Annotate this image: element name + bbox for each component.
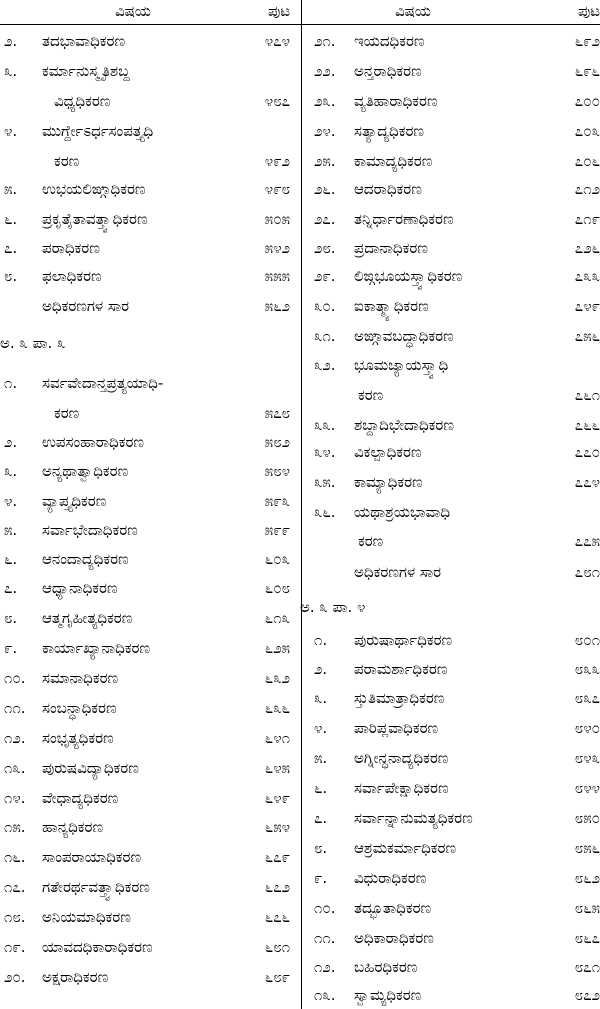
- toc-row: [300, 498, 600, 526]
- toc-page-number: ೬೭೬: [264, 908, 290, 926]
- toc-title: ಸರ್ವಾಭೇದಾಧಿಕರಣ: [42, 521, 138, 539]
- toc-page-number: ೬೪೯: [264, 789, 290, 807]
- toc-row: [300, 292, 600, 320]
- toc-page-number: ೭೩೩: [574, 267, 600, 285]
- toc-page-number: ೬೧೩: [264, 609, 290, 627]
- toc-title: ಕಾಮಾದ್ಯಧಿಕರಣ: [354, 152, 433, 170]
- toc-row: [300, 262, 600, 290]
- toc-page-number: ೮೭೨: [574, 986, 600, 1004]
- toc-title: ಆಶ್ರಮಕರ್ಮಾಧಿಕರಣ: [354, 839, 457, 857]
- toc-title: ಬಹಿರಧಿಕರಣ: [354, 958, 418, 976]
- toc-number: ೧೪.: [4, 789, 26, 807]
- toc-number: ೬.: [314, 779, 328, 797]
- toc-row: [0, 87, 300, 115]
- toc-row: [0, 903, 300, 931]
- toc-title: ಅನ್ತರಾಧಿಕರಣ: [354, 62, 422, 80]
- toc-number: ೩.: [314, 689, 328, 707]
- toc-title: ಉಪಸಂಹಾರಾಧಿಕರಣ: [42, 433, 145, 451]
- toc-title: ಭೂಮಜ್ಯಾಯಸ್ತ್ವಾಧಿ: [354, 356, 449, 374]
- toc-title: ಐಕಾತ್ಮ್ಯಾಧಿಕರಣ: [354, 297, 429, 315]
- toc-number: ೩.: [4, 462, 18, 480]
- toc-page-number: ೭೦೦: [574, 92, 600, 110]
- toc-number: ೨೨.: [314, 62, 336, 80]
- toc-number: ೧.: [314, 631, 328, 649]
- toc-row: [0, 234, 300, 262]
- toc-page-number: ೭೬೧: [574, 386, 600, 404]
- toc-row: [300, 117, 600, 145]
- toc-title: ಅಧಿಕರಣಗಳ ಸಾರ: [354, 563, 442, 581]
- toc-page-number: ೭೭೪: [574, 473, 600, 491]
- toc-number: ೬.: [4, 210, 18, 228]
- toc-number: ೪.: [4, 122, 18, 140]
- toc-title: ಉಭಯಲಿಙ್ಗಾಧಿಕರಣ: [42, 180, 146, 198]
- toc-title: ಕಾಮ್ಯಾಧಿಕರಣ: [354, 473, 423, 491]
- toc-title: ಅಗ್ನೀನ್ಧನಾದ್ಯಧಿಕರಣ: [354, 749, 449, 767]
- toc-number: ೧೭.: [4, 878, 26, 896]
- toc-page-number: ೬೦೩: [264, 550, 290, 568]
- toc-page-number: ೮೫೦: [574, 809, 600, 827]
- toc-number: ೮.: [4, 609, 18, 627]
- toc-page-number: ೫೮೨: [264, 433, 290, 451]
- toc-number: ೩೦.: [314, 297, 336, 315]
- toc-number: ೭.: [4, 239, 18, 257]
- toc-title: ವಿಕಲ್ಪಾಧಿಕರಣ: [354, 443, 422, 461]
- toc-page-number: ೪೭೪: [264, 32, 290, 50]
- toc-number: ೭.: [314, 809, 328, 827]
- toc-number: ೩೬.: [314, 503, 336, 521]
- toc-title: ಫಲಾಧಿಕರಣ: [42, 267, 102, 285]
- toc-number: ೮.: [4, 267, 18, 285]
- toc-row: [0, 813, 300, 841]
- toc-row: [0, 27, 300, 55]
- toc-title: ತನ್ನಿರ್ಧಾರಣಾಧಿಕರಣ: [354, 210, 454, 228]
- toc-page-number: ೬೮೧: [264, 938, 290, 956]
- toc-row: [0, 754, 300, 782]
- toc-title: ಅಧಿಕರಣಗಳ ಸಾರ: [42, 297, 130, 315]
- toc-row: [0, 457, 300, 485]
- left-summary-row: [0, 292, 300, 320]
- toc-number: ೨೯.: [314, 267, 336, 285]
- right-header-subject: ವಿಷಯ: [395, 2, 431, 20]
- toc-page-number: ೮೪೦: [574, 719, 600, 737]
- toc-page-number: ೮೦೧: [574, 631, 600, 649]
- toc-page-number: ೭೧೯: [574, 210, 600, 228]
- toc-title: ಕರಣ: [358, 386, 384, 404]
- toc-row: [0, 399, 300, 427]
- toc-page-number: ೭೨೬: [574, 239, 600, 257]
- toc-row: [300, 834, 600, 862]
- toc-number: ೧೨.: [314, 958, 336, 976]
- toc-number: ೨೧.: [314, 32, 336, 50]
- right-header-page: ಪುಟ: [577, 2, 600, 20]
- toc-title: ಶಬ್ದಾದಿಭೇದಾಧಿಕರಣ: [354, 416, 454, 434]
- toc-number: ೫.: [314, 749, 328, 767]
- toc-page-number: ೭೫೬: [574, 327, 600, 345]
- toc-row: [0, 574, 300, 602]
- toc-page-number: ೬೩೨: [264, 669, 290, 687]
- toc-row: [300, 744, 600, 772]
- toc-row: [0, 694, 300, 722]
- toc-page-number: ೪೯೨: [264, 152, 290, 170]
- toc-row: [300, 411, 600, 439]
- toc-number: ೧೩.: [4, 759, 26, 777]
- toc-page-number: ೮೬೨: [574, 869, 600, 887]
- toc-number: ೧೧.: [314, 929, 336, 947]
- toc-title: ಕರ್ಮಾನುಸ್ಮೃತಿಶಬ್ದ: [42, 62, 130, 80]
- toc-row: [300, 714, 600, 742]
- toc-title: ಅನ್ಯಥಾತ್ವಾಧಿಕರಣ: [42, 462, 129, 480]
- toc-page-number: ೮೪೩: [574, 749, 600, 767]
- toc-number: ೨.: [4, 433, 18, 451]
- toc-title: ಪರಾಧಿಕರಣ: [42, 239, 100, 257]
- right-section-heading: ಅ. ೩ ಪಾ. ೪: [300, 598, 366, 616]
- toc-row: [0, 873, 300, 901]
- toc-number: ೩೧.: [314, 327, 336, 345]
- toc-number: ೧೬.: [4, 848, 26, 866]
- toc-row: [0, 487, 300, 515]
- toc-title: ಸಂಭೃತ್ಯಧಿಕರಣ: [42, 729, 114, 747]
- toc-title: ಸರ್ವವೇದಾನ್ತಪ್ರತ್ಯಯಾಧಿ-: [42, 374, 164, 392]
- toc-row: [0, 933, 300, 961]
- toc-row: [300, 655, 600, 683]
- toc-row: [0, 369, 300, 397]
- toc-page-number: ೬೨೫: [264, 639, 290, 657]
- toc-title: ಆಧ್ಯಾನಾಧಿಕರಣ: [42, 579, 118, 597]
- toc-number: ೪.: [314, 719, 328, 737]
- toc-page-number: ೮೬೫: [574, 899, 600, 917]
- toc-title: ತದ್ಭೂತಾಧಿಕರಣ: [354, 899, 432, 917]
- toc-number: ೩೨.: [314, 356, 336, 374]
- toc-row: [300, 438, 600, 466]
- toc-row: [300, 684, 600, 712]
- toc-page-number: ೮೪೪: [574, 779, 600, 797]
- toc-title: ತದಭಾವಾಧಿಕರಣ: [42, 32, 126, 50]
- toc-title: ಅಙ್ಗಾವಬದ್ಧಾಧಿಕರಣ: [354, 327, 454, 345]
- toc-row: [0, 843, 300, 871]
- toc-title: ಸರ್ವಾಪೇಕ್ಷಾಧಿಕರಣ: [354, 779, 449, 797]
- toc-title: ಅಕ್ಷರಾಧಿಕರಣ: [42, 968, 109, 986]
- toc-row: [0, 428, 300, 456]
- toc-row: [0, 205, 300, 233]
- toc-page-number: ೫೦೫: [264, 210, 290, 228]
- toc-row: [300, 57, 600, 85]
- toc-title: ಯಾವದಧಿಕಾರಾಧಿಕರಣ: [42, 938, 153, 956]
- toc-page-number: ೬೪೧: [264, 729, 290, 747]
- toc-row: [300, 351, 600, 379]
- toc-number: ೬.: [4, 550, 18, 568]
- toc-page-number: ೬೮೯: [264, 968, 290, 986]
- toc-title: ಆನಂದಾದ್ಯಧಿಕರಣ: [42, 550, 129, 568]
- left-section-heading: ಅ. ೩ ಪಾ. ೩: [0, 334, 66, 352]
- toc-row: [0, 262, 300, 290]
- toc-number: ೮.: [314, 839, 328, 857]
- toc-page-number: ೭೭೦: [574, 443, 600, 461]
- toc-number: ೧೦.: [4, 669, 26, 687]
- toc-number: ೧೮.: [4, 908, 26, 926]
- toc-row: [300, 774, 600, 802]
- toc-title: ಕರಣ: [358, 532, 384, 550]
- toc-row: [0, 147, 300, 175]
- right-summary-row: [300, 558, 600, 586]
- toc-page-number: ೬೯೬: [574, 62, 600, 80]
- toc-title: ವ್ಯತಿಹಾರಾಧಿಕರಣ: [354, 92, 438, 110]
- toc-row: [0, 664, 300, 692]
- toc-title: ಸ್ತುತಿಮಾತ್ರಾಧಿಕರಣ: [354, 689, 445, 707]
- toc-title: ಸತ್ಯಾದ್ಯಧಿಕರಣ: [354, 122, 425, 140]
- toc-title: ಪ್ರಕೃತೈತಾವತ್ತ್ವಾಧಿಕರಣ: [42, 210, 148, 228]
- toc-title: ಆತ್ಮಗೃಹೀತ್ಯಧಿಕರಣ: [42, 609, 133, 627]
- toc-row: [300, 27, 600, 55]
- toc-page-number: ೮೩೩: [574, 660, 600, 678]
- toc-page-number: ೬೭೨: [264, 878, 290, 896]
- toc-title: ವಿಧುರಾಧಿಕರಣ: [354, 869, 427, 887]
- toc-row: [300, 147, 600, 175]
- toc-number: ೯.: [4, 639, 18, 657]
- toc-page-number: ೭೪೯: [574, 297, 600, 315]
- toc-title: ವೇಧಾದ್ಯಧಿಕರಣ: [42, 789, 119, 807]
- toc-row: [0, 545, 300, 573]
- toc-title: ಇಯದಧಿಕರಣ: [354, 32, 425, 50]
- toc-page-number: ೫೯೯: [264, 521, 290, 539]
- toc-page-number: ೫೯೩: [264, 492, 290, 510]
- toc-row: [0, 117, 300, 145]
- toc-page-number: ೫೫೫: [264, 267, 290, 285]
- toc-page-number: ೪೮೭: [264, 92, 290, 110]
- left-header-page: ಪುಟ: [267, 2, 290, 20]
- toc-row: [0, 724, 300, 752]
- toc-page-number: ೪೯೮: [264, 180, 290, 198]
- toc-title: ಕರಣ: [54, 404, 80, 422]
- toc-title: ಕಾರ್ಯಾಖ್ಯಾನಾಧಿಕರಣ: [42, 639, 151, 657]
- toc-number: ೧೩.: [314, 986, 336, 1004]
- right-column: [300, 0, 600, 1009]
- toc-row: [300, 894, 600, 922]
- toc-title: ಪರಾಮರ್ಶಾಧಿಕರಣ: [354, 660, 448, 678]
- left-header: [0, 0, 300, 25]
- toc-number: ೫.: [4, 521, 18, 539]
- toc-number: ೨೭.: [314, 210, 336, 228]
- toc-title: ಆದರಾಧಿಕರಣ: [354, 180, 422, 198]
- toc-row: [0, 57, 300, 85]
- toc-row: [300, 322, 600, 350]
- toc-row: [300, 864, 600, 892]
- toc-number: ೨೪.: [314, 122, 336, 140]
- toc-page-number: ೭೮೧: [574, 563, 600, 581]
- toc-number: ೨೫.: [314, 152, 336, 170]
- toc-number: ೫.: [4, 180, 18, 198]
- toc-title: ಮುರ್ಗ್ದೇಽರ್ಧಸಂಪತ್ತ್ಯಧಿ: [42, 122, 154, 140]
- toc-page-number: ೭೭೫: [574, 532, 600, 550]
- toc-title: ಗತೇರರ್ಥವತ್ತ್ವಾಧಿಕರಣ: [42, 878, 150, 896]
- toc-number: ೩.: [4, 62, 18, 80]
- toc-title: ಪಾರಿಪ್ಲವಾಧಿಕರಣ: [354, 719, 439, 737]
- toc-title: ಯಥಾಶ್ರಯಭಾವಾಧಿ: [354, 503, 451, 521]
- toc-page-number: ೫೪೨: [264, 239, 290, 257]
- toc-page-number: ೬೩೬: [264, 699, 290, 717]
- toc-title: ಪ್ರದಾನಾಧಿಕರಣ: [354, 239, 428, 257]
- toc-row: [300, 924, 600, 952]
- toc-title: ಸ್ವಾಮ್ಯಧಿಕರಣ: [354, 986, 422, 1004]
- toc-number: ೩೪.: [314, 443, 336, 461]
- toc-title: ಹಾನ್ಯಧಿಕರಣ: [42, 818, 104, 836]
- toc-number: ೧೯.: [4, 938, 26, 956]
- left-header-subject: ವಿಷಯ: [115, 2, 151, 20]
- toc-number: ೨೬.: [314, 180, 336, 198]
- toc-page-number: ೮೬೭: [574, 929, 600, 947]
- toc-title: ಸಮಾನಾಧಿಕರಣ: [42, 669, 119, 687]
- toc-row: [300, 87, 600, 115]
- toc-page-number: ೮೩೭: [574, 689, 600, 707]
- toc-number: ೧೫.: [4, 818, 26, 836]
- toc-page-number: ೬೦೮: [264, 579, 290, 597]
- toc-number: ೧೧.: [4, 699, 26, 717]
- right-header: [300, 0, 600, 25]
- toc-title: ಸಂಬನ್ಧಾಧಿಕರಣ: [42, 699, 117, 717]
- toc-number: ೪.: [4, 492, 18, 510]
- toc-row: [0, 963, 300, 991]
- toc-page-number: ೭೦೬: [574, 152, 600, 170]
- toc-number: ೩೩.: [314, 416, 336, 434]
- toc-number: ೨೦.: [4, 968, 26, 986]
- toc-page-number: ೭೦೩: [574, 122, 600, 140]
- toc-number: ೩೫.: [314, 473, 336, 491]
- toc-row: [0, 784, 300, 812]
- toc-page-number: ೮೫೬: [574, 839, 600, 857]
- toc-row: [300, 175, 600, 203]
- toc-page-number: ೬೭೯: [264, 848, 290, 866]
- toc-number: ೯.: [314, 869, 328, 887]
- toc-page-number: ೬೪೫: [264, 759, 290, 777]
- toc-row: [300, 981, 600, 1009]
- toc-title: ಕರಣ: [54, 152, 80, 170]
- toc-number: ೧.: [4, 374, 18, 392]
- toc-page-number: ೫೮೪: [264, 462, 290, 480]
- toc-page-number: ೬೯೨: [574, 32, 600, 50]
- toc-title: ಅನಿಯಮಾಧಿಕರಣ: [42, 908, 131, 926]
- toc-row: [0, 175, 300, 203]
- toc-number: ೭.: [4, 579, 18, 597]
- toc-number: ೧೨.: [4, 729, 26, 747]
- toc-number: ೨೩.: [314, 92, 336, 110]
- toc-row: [300, 205, 600, 233]
- toc-page-number: ೮೭೧: [574, 958, 600, 976]
- toc-row: [300, 468, 600, 496]
- toc-title: ಅಧಿಕಾರಾಧಿಕರಣ: [354, 929, 434, 947]
- toc-row: [300, 527, 600, 555]
- toc-number: ೨೮.: [314, 239, 336, 257]
- toc-row: [0, 634, 300, 662]
- toc-title: ಲಿಙ್ಗಭೂಯಸ್ತ್ವಾಧಿಕರಣ: [354, 267, 463, 285]
- toc-page-number: ೬೫೪: [264, 818, 290, 836]
- toc-page-number: ೭೬೬: [574, 416, 600, 434]
- toc-page-number: ೫೭೮: [264, 404, 290, 422]
- toc-row: [300, 804, 600, 832]
- toc-title: ಪುರುಷಾರ್ಥಾಧಿಕರಣ: [354, 631, 453, 649]
- toc-title: ವ್ಯಾಪ್ತ್ಯಧಿಕರಣ: [42, 492, 107, 510]
- toc-title: ಸಾಂಪರಾಯಾಧಿಕರಣ: [42, 848, 142, 866]
- toc-title: ಸರ್ವಾನ್ನಾನುಮತ್ಯಧಿಕರಣ: [354, 809, 473, 827]
- toc-row: [300, 626, 600, 654]
- toc-number: ೨.: [314, 660, 328, 678]
- toc-page-number: ೭೧೨: [574, 180, 600, 198]
- toc-row: [0, 516, 300, 544]
- toc-title: ವಿಧ್ಯಧಿಕರಣ: [54, 92, 111, 110]
- toc-number: ೧೦.: [314, 899, 336, 917]
- toc-row: [0, 604, 300, 632]
- toc-row: [300, 381, 600, 409]
- toc-row: [300, 953, 600, 981]
- toc-title: ಪುರುಷವಿದ್ಯಾಧಿಕರಣ: [42, 759, 139, 777]
- toc-page-number: ೫೬೨: [264, 297, 290, 315]
- toc-row: [300, 234, 600, 262]
- toc-number: ೨.: [4, 32, 18, 50]
